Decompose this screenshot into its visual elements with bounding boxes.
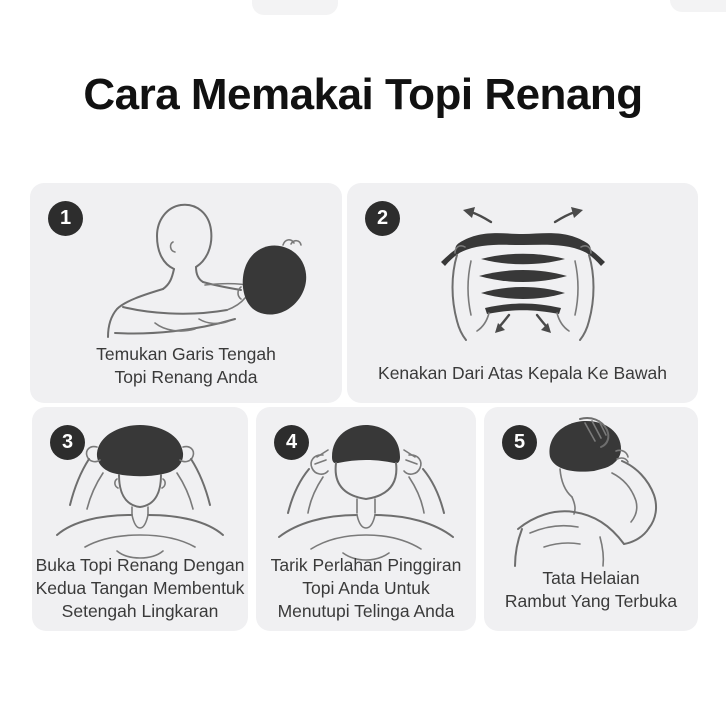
step-3-caption [32, 554, 248, 623]
caption-line: Tata Helaian [542, 568, 640, 588]
caption-line: Buka Topi Renang Dengan [35, 555, 245, 575]
step-number: 5 [513, 431, 526, 453]
step-number: 3 [61, 431, 74, 453]
step-panel-2 [347, 183, 698, 403]
step-panel-1 [30, 183, 342, 403]
caption-line: Kedua Tangan Membentuk [35, 578, 245, 598]
step-panel-4 [256, 407, 476, 631]
step-1-caption [30, 343, 342, 389]
step-1-illustration-find-centerline-icon [95, 195, 325, 343]
step-2-number-badge [365, 201, 400, 236]
step-number: 1 [59, 207, 72, 229]
cropped-artifact-top-center [252, 0, 338, 15]
step-2-caption [347, 362, 698, 385]
step-4-caption [256, 554, 476, 623]
caption-line: Topi Anda Untuk [302, 578, 430, 598]
step-panel-3 [32, 407, 248, 631]
caption-line: Temukan Garis Tengah [96, 344, 276, 364]
caption-line: Kenakan Dari Atas Kepala Ke Bawah [378, 363, 667, 383]
caption-line: Tarik Perlahan Pinggiran [270, 555, 462, 575]
step-panel-5 [484, 407, 698, 631]
step-4-illustration-pull-cap-over-ears-icon [271, 417, 461, 563]
caption-line: Rambut Yang Terbuka [504, 591, 678, 611]
step-3-illustration-open-cap-icon [47, 417, 233, 563]
caption-line: Topi Renang Anda [114, 367, 258, 387]
step-number: 2 [376, 207, 389, 229]
step-number: 4 [285, 431, 298, 453]
cropped-artifact-top-right [670, 0, 726, 12]
step-1-number-badge [48, 201, 83, 236]
page-title: Cara Memakai Topi Renang [83, 70, 643, 119]
caption-line: Menutupi Telinga Anda [277, 601, 455, 621]
step-5-illustration-tuck-hair-icon [504, 415, 690, 567]
step-5-caption [484, 567, 698, 613]
caption-line: Setengah Lingkaran [61, 601, 219, 621]
step-2-illustration-stretch-cap-icon [415, 195, 631, 345]
